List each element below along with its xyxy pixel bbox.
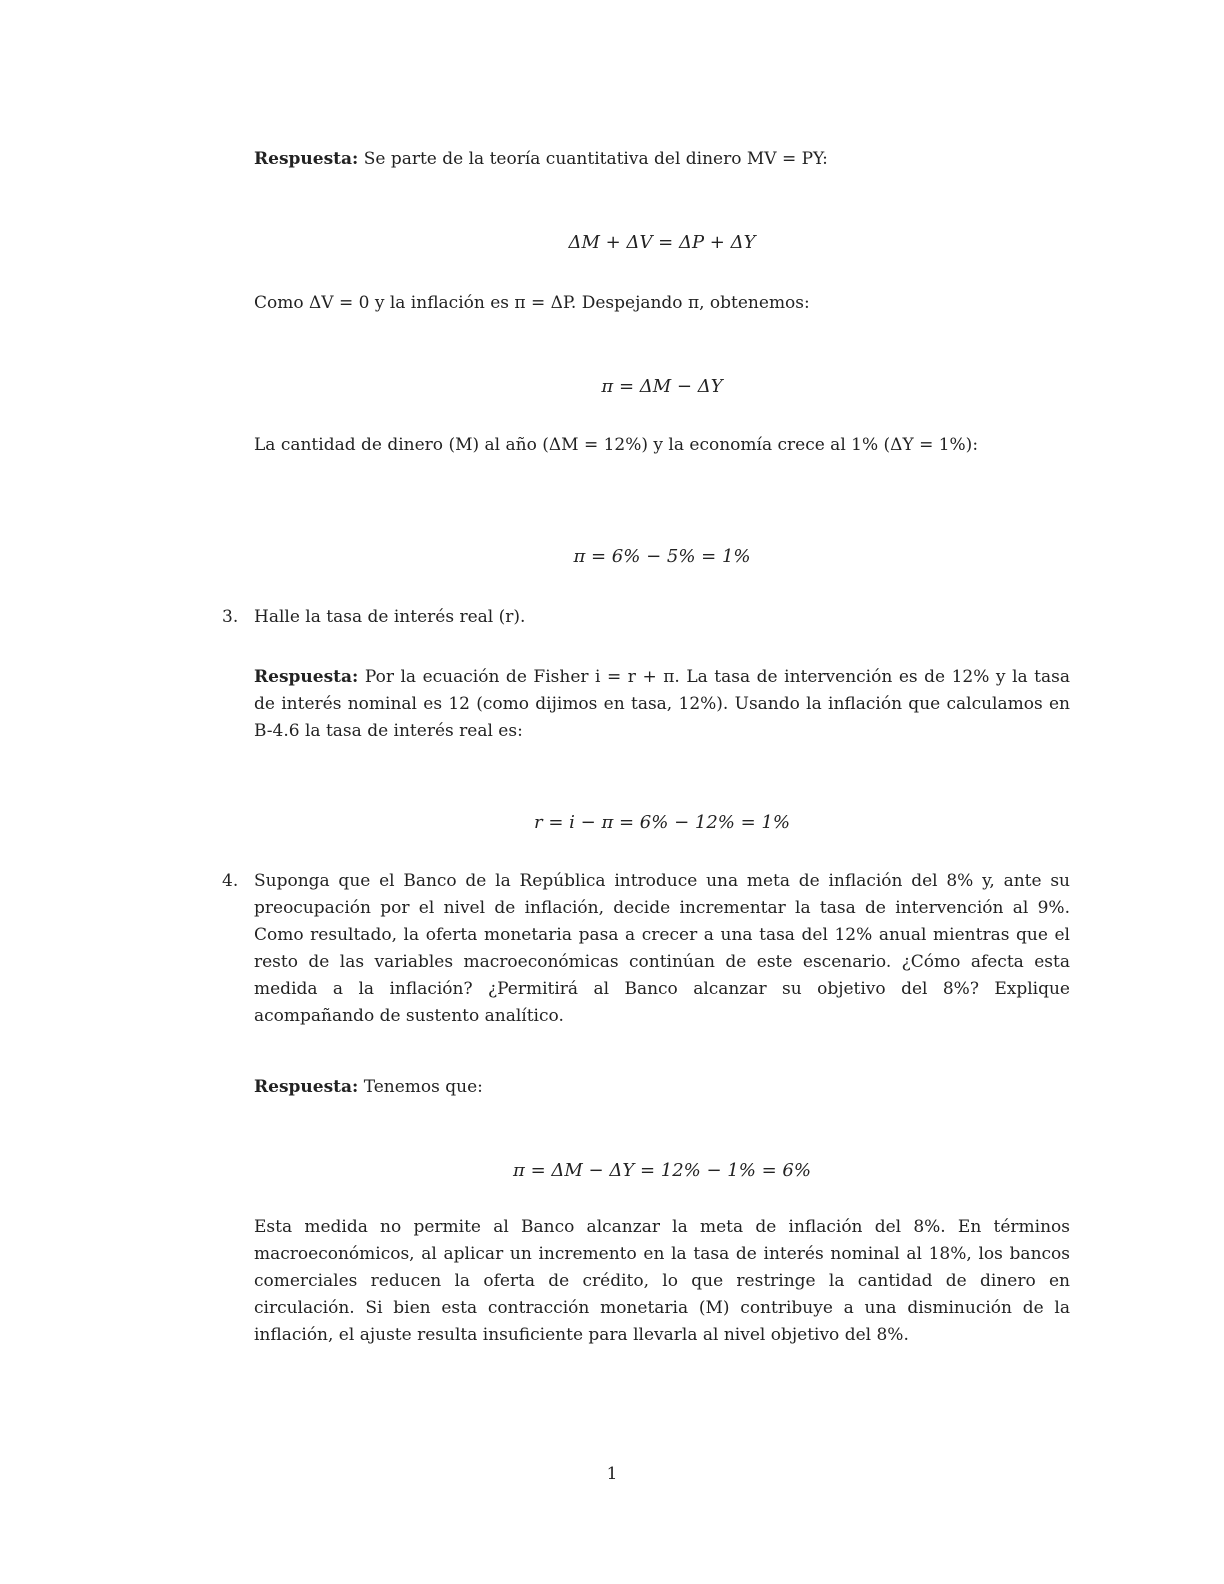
answer-text: Se parte de la teoría cuantitativa del dinero MV = PY: (363, 149, 828, 169)
equation-4: r = i − π = 6% − 12% = 1% (534, 812, 790, 833)
answer-paragraph-3 (254, 664, 1070, 745)
item-number-4: 4. (222, 871, 239, 891)
answer-label: Respuesta: (254, 1077, 359, 1097)
paragraph-text: Como ΔV = 0 y la inflación es π = ΔP. Despejando π, obtenemos: (254, 293, 810, 313)
answer-label: Respuesta: (254, 667, 359, 687)
page-number: 1 (606, 1464, 618, 1484)
question-4 (254, 868, 1070, 1030)
answer-paragraph-4 (254, 1074, 1070, 1101)
question-text: Suponga que el Banco de la República introduce una meta de inflación del 8% y, ante su preocupación por el nivel de inflación, decide incrementar la tasa de intervención al 9%. Como resultado, la oferta monetaria pasa a crecer a una tasa del 12% anual mientras que el resto de las variables macroeconómicas continúan de este escenario. ¿Cómo afecta esta medida a la inflación? ¿Permitirá al Banco alcanzar su objetivo del 8%? Explique acompañando de sustento analítico. (254, 871, 1070, 1026)
item-number-3: 3. (222, 607, 239, 627)
answer-label: Respuesta: (254, 149, 359, 169)
answer-text: Tenemos que: (363, 1077, 483, 1097)
equation-1: ΔM + ΔV = ΔP + ΔY (568, 232, 756, 253)
paragraph-6 (254, 1214, 1070, 1349)
paragraph-3 (254, 432, 1070, 459)
question-3 (254, 604, 1070, 631)
paragraph-2 (254, 290, 1070, 317)
paragraph-text: La cantidad de dinero (M) al año (ΔM = 12%) y la economía crece al 1% (ΔY = 1%): (254, 435, 979, 455)
equation-2: π = ΔM − ΔY (601, 376, 723, 397)
question-text: Halle la tasa de interés real (r). (254, 607, 526, 627)
equation-3: π = 6% − 5% = 1% (573, 546, 751, 567)
paragraph-text: Esta medida no permite al Banco alcanzar la meta de inflación del 8%. En términos macroeconómicos, al aplicar un incremento en la tasa de interés nominal al 18%, los bancos comerciales reducen la oferta de crédito, lo que restringe la cantidad de dinero en circulación. Si bien esta contracción monetaria (M) contribuye a una disminución de la inflación, el ajuste resulta insuficiente para llevarla al nivel objetivo del 8%. (254, 1217, 1070, 1345)
answer-paragraph-1 (254, 146, 1070, 173)
equation-5: π = ΔM − ΔY = 12% − 1% = 6% (513, 1160, 811, 1181)
answer-text: Por la ecuación de Fisher i = r + π. La tasa de intervención es de 12% y la tasa de interés nominal es 12 (como dijimos en tasa, 12%). Usando la inflación que calculamos en B-4.6 la tasa de interés real es: (254, 667, 1071, 741)
